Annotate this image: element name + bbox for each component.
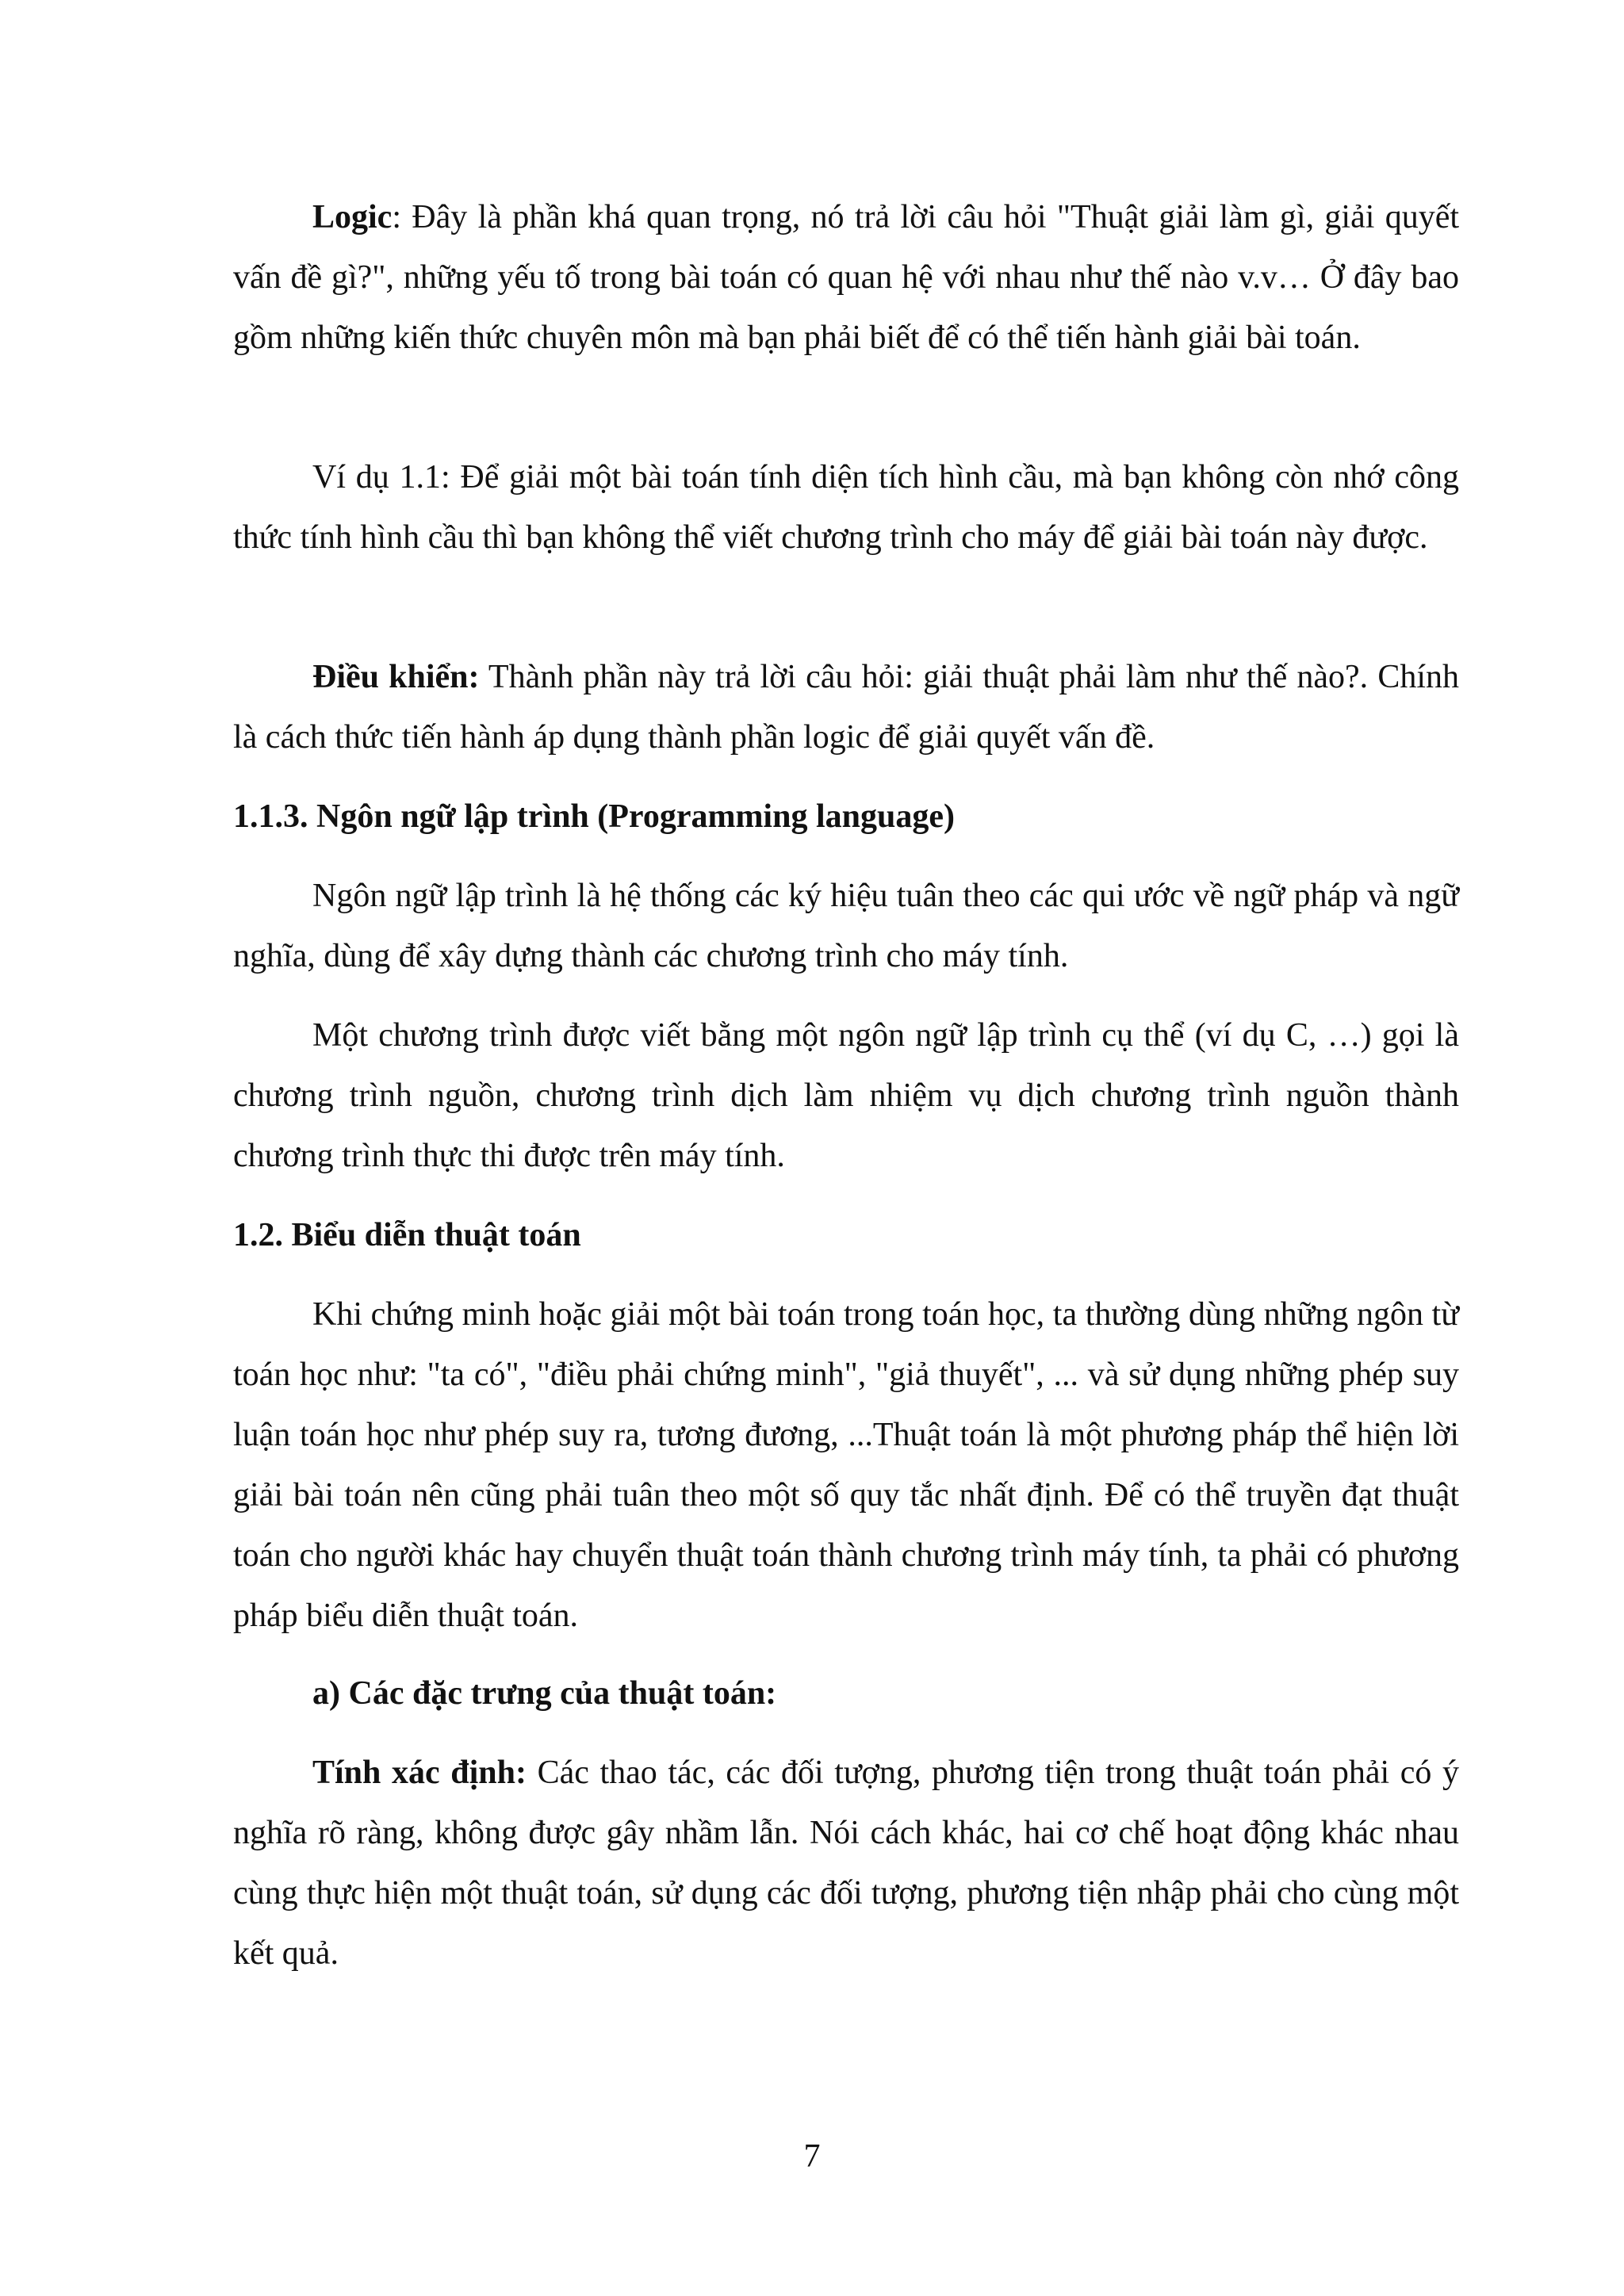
heading-algorithm-characteristics: a) Các đặc trưng của thuật toán: (312, 1675, 777, 1712)
represent-text: Khi chứng minh hoặc giải một bài toán trong toán học, ta thường dùng những ngôn từ toán học như: "ta có", "điều phải chứng minh", "giả thuyết", ... và sử dụng những phép suy luận toán học như phép suy ra, tương đương, ...Thuật toán là một phương pháp thể hiện lời giải bài toán nên cũng phải tuân theo một số quy tắc nhất định. Để có thể truyền đạt thuật toán cho người khác hay chuyển thuật toán thành chương trình máy tính, ta phải có phương pháp biểu diễn thuật toán. (233, 1296, 1459, 1634)
control-text: Thành phần này trả lời câu hỏi: giải thuật phải làm như thế nào?. Chính là cách thức tiến hành áp dụng thành phần logic để giải quyết vấn đề. (233, 659, 1459, 756)
determinism-label: Tính xác định: (312, 1755, 527, 1791)
paragraph-program (233, 1005, 1459, 1186)
lang-def-text: Ngôn ngữ lập trình là hệ thống các ký hiệu tuân theo các qui ước về ngữ pháp và ngữ nghĩa, dùng để xây dựng thành các chương trình cho máy tính. (233, 878, 1459, 974)
program-text: Một chương trình được viết bằng một ngôn ngữ lập trình cụ thể (ví dụ C, …) gọi là chương trình nguồn, chương trình dịch làm nhiệm vụ dịch chương trình nguồn thành chương trình thực thi được trên máy tính. (233, 1017, 1459, 1174)
logic-text: : Đây là phần khá quan trọng, nó trả lời câu hỏi "Thuật giải làm gì, giải quyết vấn đề gì?", những yếu tố trong bài toán có quan hệ với nhau như thế nào v.v… Ở đây bao gồm những kiến thức chuyên môn mà bạn phải biết để có thể tiến hành giải bài toán. (233, 199, 1459, 356)
paragraph-control (233, 647, 1459, 767)
paragraph-determinism (233, 1743, 1459, 1984)
determinism-text: Các thao tác, các đối tượng, phương tiện trong thuật toán phải có ý nghĩa rõ ràng, không được gây nhầm lẫn. Nói cách khác, hai cơ chế hoạt động khác nhau cùng thực hiện một thuật toán, sử dụng các đối tượng, phương tiện nhập phải cho cùng một kết quả. (233, 1755, 1459, 1972)
page-number: 7 (803, 2138, 821, 2175)
paragraph-language-definition (233, 866, 1459, 986)
paragraph-representation (233, 1284, 1459, 1646)
paragraph-example (233, 447, 1459, 568)
control-label: Điều khiển: (312, 659, 480, 695)
heading-programming-language: 1.1.3. Ngôn ngữ lập trình (Programming language) (233, 798, 955, 835)
heading-algorithm-representation: 1.2. Biểu diễn thuật toán (233, 1217, 581, 1253)
example-text: Ví dụ 1.1: Để giải một bài toán tính diện tích hình cầu, mà bạn không còn nhớ công thức tính hình cầu thì bạn không thể viết chương trình cho máy để giải bài toán này được. (233, 459, 1459, 556)
paragraph-logic (233, 187, 1459, 368)
logic-label: Logic (312, 199, 393, 235)
